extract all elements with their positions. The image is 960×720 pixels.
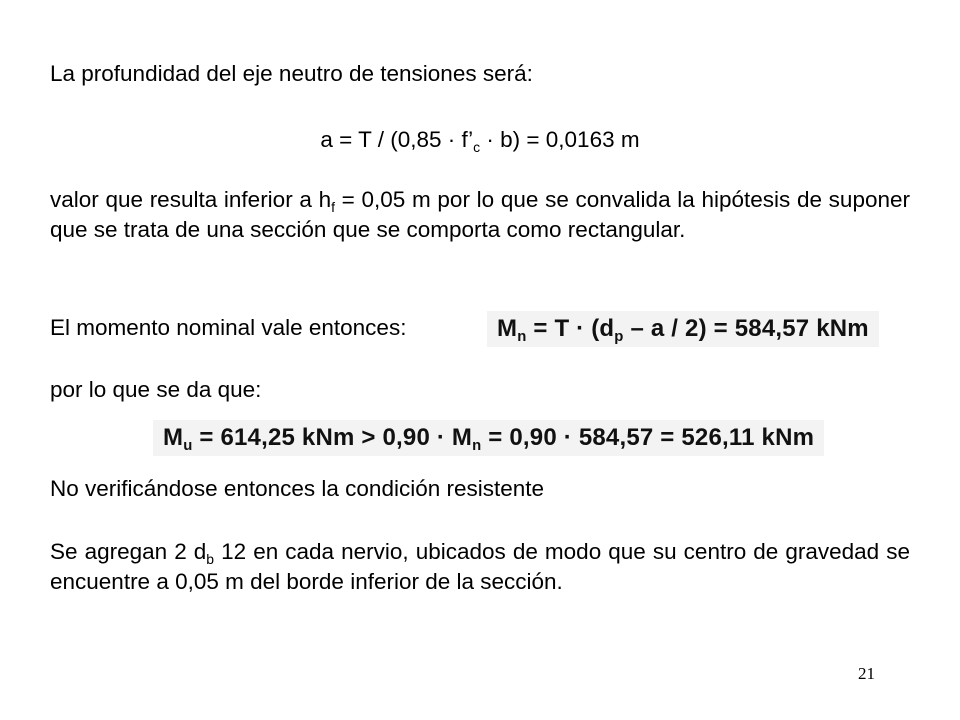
p2-text-end: = 0,05 m por lo que se convalida la hipótesis de suponer que se trata de una sección que se comporta como rectangular. [50,187,910,242]
mu-mid: = 614,25 kNm > 0,90 · M [192,424,473,451]
formula-ultimate-moment-comparison [153,420,824,456]
mn-subscript: n [517,329,527,346]
paragraph-added-reinforcement [50,537,910,597]
paragraph-therefore: por lo que se da que: [50,377,262,402]
mu-symbol: M [163,424,184,451]
paragraph-hypothesis-check [50,185,910,245]
p6-subscript: b [206,550,215,567]
paragraph-not-verified: No verificándose entonces la condición resistente [50,476,545,501]
mu-subscript: u [183,438,193,455]
p2-text-start: valor que resulta inferior a h [50,187,332,212]
formula-nominal-moment [487,311,879,347]
dp-subscript: p [614,329,624,346]
page-number: 21 [858,664,875,683]
p2-subscript: f [331,198,335,215]
p6-text-start: Se agregan 2 d [50,539,207,564]
mn-end: – a / 2) = 584,57 kNm [623,315,869,342]
paragraph-neutral-axis-intro: La profundidad del eje neutro de tensiones será: [50,61,533,86]
formula-neutral-axis-depth [0,125,960,155]
formula-a-subscript: c [473,138,481,155]
formula-a-part: a = T / (0,85 · f’ [320,127,474,152]
paragraph-nominal-moment: El momento nominal vale entonces: [50,315,407,340]
mn-mid: = T · (d [526,315,615,342]
formula-a-part-end: · b) = 0,0163 m [480,127,640,152]
mn-symbol: M [497,315,518,342]
mu-end: = 0,90 · 584,57 = 526,11 kNm [481,424,815,451]
mu-mn-subscript: n [472,438,482,455]
p6-text-end: 12 en cada nervio, ubicados de modo que su centro de gravedad se encuentre a 0,05 m del borde inferior de la sección. [50,539,910,594]
